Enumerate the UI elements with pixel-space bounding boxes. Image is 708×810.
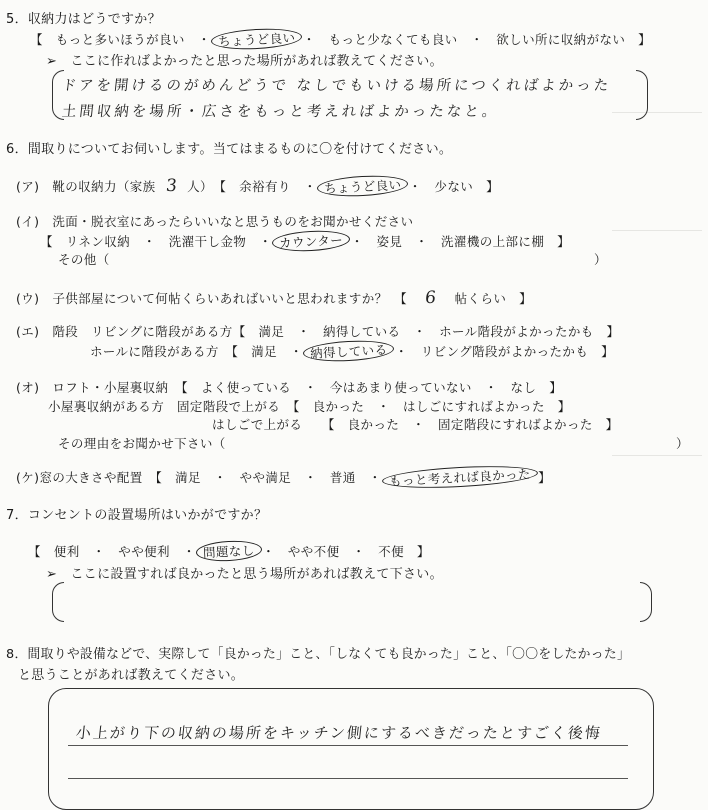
question-o: (オ) ロフト・小屋裏収納 【 よく使っている ・ 今はあまり使っていない ・ なし 】	[16, 380, 563, 395]
family-count[interactable]: 3	[164, 176, 178, 196]
question-i: (イ) 洗面・脱衣室にあったらいいなと思うものをお聞かせください	[16, 214, 414, 229]
question-o-line4: その理由をお聞かせ下さい（	[58, 436, 226, 451]
option-text: ・ リビング階段がよかったかも 】	[394, 344, 615, 359]
bracket-right	[636, 70, 648, 120]
section-7-title: 7．コンセントの設置場所はいかがですか？	[6, 508, 268, 523]
question-k	[16, 466, 552, 489]
option-text: ・ もっと少なくても良い ・ 欲しい所に収納がない 】	[302, 32, 652, 47]
option-text: 【 リネン収納 ・ 洗濯干し金物 ・	[40, 234, 272, 249]
question-i-other: その他（	[58, 252, 110, 267]
question-i-options	[40, 232, 570, 250]
option-text: 【 便利 ・ やや便利 ・	[28, 544, 196, 559]
handwritten-answer-2[interactable]: 土間収納を場所・広さをもっと考えればよかったなと。	[61, 104, 501, 120]
circled-option[interactable]: 問題なし	[196, 539, 263, 562]
question-a-end: ・ 少ない 】	[408, 179, 500, 194]
option-text: 【 もっと多いほうが良い ・	[30, 32, 211, 47]
question-e-line2	[90, 342, 614, 360]
question-a-label: (ア) 靴の収納力（家族	[16, 179, 156, 194]
bracket-left[interactable]	[52, 582, 64, 622]
writing-line	[68, 778, 628, 779]
section-8-title: 8．間取りや設備などで、実際して「良かった」こと、「しなくても良かった」こと、「〇〇をしたかった」	[6, 647, 631, 662]
option-text: ホールに階段がある方 【 満足 ・	[90, 344, 303, 359]
circled-option[interactable]: 納得している	[303, 339, 395, 364]
circled-option[interactable]: ちょうど良い	[316, 174, 408, 199]
section-8-title-line2: と思うことがあれば教えてください。	[18, 668, 245, 683]
circled-option[interactable]: カウンター	[272, 229, 351, 253]
writing-line	[68, 745, 628, 746]
circled-option[interactable]: もっと考えれば良かった	[381, 463, 538, 491]
room-size-answer[interactable]: 6	[424, 288, 438, 308]
answer-box[interactable]	[48, 688, 654, 810]
question-u-label: (ウ) 子供部屋について何帖くらいあればいいと思われますか？ 【	[16, 291, 408, 306]
question-k-end: 】	[538, 470, 552, 485]
question-o-line3: はしごで上がる 【 良かった ・ 固定階段にすればよかった 】	[212, 417, 619, 432]
section-6-title: 6．間取りについてお伺いします。当てはまるものに〇を付けてください。	[6, 142, 453, 157]
question-k-label: (ケ)窓の大きさや配置 【 満足 ・ やや満足 ・ 普通 ・	[16, 470, 382, 485]
section-5-options	[30, 30, 651, 48]
handwritten-answer[interactable]: 小上がり下の収納の場所をキッチン側にするべきだったとすごく後悔	[75, 724, 603, 742]
question-e: (エ) 階段 リビングに階段がある方【 満足 ・ 納得している ・ ホール階段がよかったかも 】	[16, 324, 620, 339]
question-a	[16, 176, 499, 196]
section-5-title: 5．収納力はどうですか？	[6, 12, 161, 27]
option-text: ・ 姿見 ・ 洗濯機の上部に棚 】	[350, 234, 571, 249]
section-7-sub: ➢ ここに設置すれば良かったと思う場所があれば教えて下さい。	[46, 567, 443, 582]
bracket-right	[640, 582, 652, 622]
question-o-line2: 小屋裏収納がある方 固定階段で上がる 【 良かった ・ はしごにすればよかった 】	[48, 399, 571, 414]
circled-option[interactable]: ちょうど良い	[211, 27, 303, 52]
question-a-rest: 人） 【 余裕有り ・	[187, 179, 317, 194]
question-u	[16, 288, 532, 308]
question-o-line4-end: ）	[676, 436, 689, 451]
option-text: ・ やや不便 ・ 不便 】	[262, 544, 430, 559]
question-i-other-end: ）	[594, 252, 607, 267]
section-5-sub: ➢ ここに作ればよかったと思った場所があれば教えてください。	[46, 54, 443, 69]
handwritten-answer-1[interactable]: ドアを開けるのがめんどうで なしでもいける場所につくればよかった	[61, 78, 613, 94]
section-7-options	[28, 542, 430, 560]
question-u-end: 帖くらい 】	[454, 291, 533, 306]
